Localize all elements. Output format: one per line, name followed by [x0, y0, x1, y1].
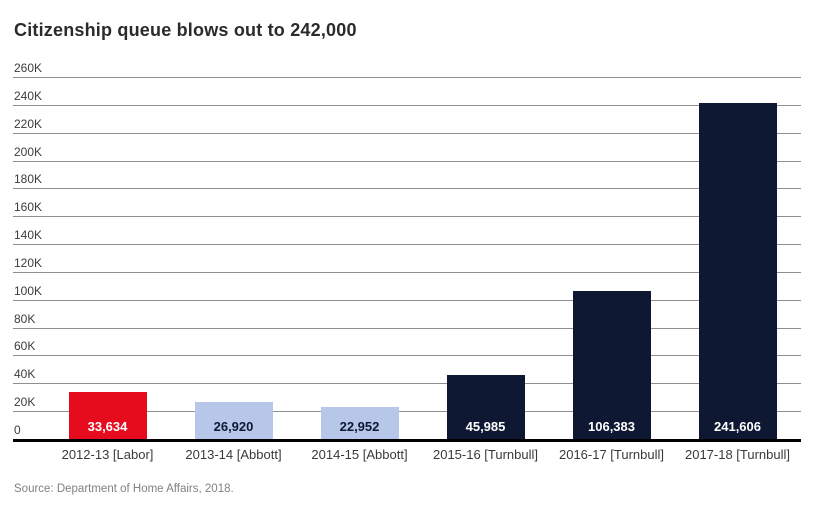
source-note: Source: Department of Home Affairs, 2018.: [14, 483, 234, 495]
y-axis-tick-label: 260K: [14, 61, 43, 75]
bar-value-label: 22,952: [339, 419, 380, 434]
bar: [321, 407, 399, 439]
x-axis-category-label: 2016-17 [Turnbull]: [558, 447, 665, 462]
bar-value-label: 26,920: [213, 419, 254, 434]
gridline: [13, 216, 801, 217]
y-axis-tick-label: 220K: [14, 116, 43, 131]
x-axis-category-label: 2014-15 [Abbott]: [311, 447, 408, 462]
bar: [447, 375, 525, 439]
y-axis-tick-label: 60K: [14, 339, 36, 354]
x-axis-line: [13, 439, 801, 442]
y-axis-tick-label: 80K: [14, 311, 36, 326]
gridline: [13, 77, 801, 78]
y-axis-tick-label: 120K: [14, 255, 43, 270]
bar-value-label: 106,383: [588, 419, 635, 434]
y-axis-tick-label: 140K: [14, 228, 43, 243]
x-axis-category-label: 2013-14 [Abbott]: [185, 447, 282, 462]
bar-value-label: 241,606: [714, 419, 761, 434]
y-axis-tick-label: 0: [14, 423, 21, 437]
y-axis-tick-label: 160K: [14, 200, 43, 215]
gridline: [13, 300, 801, 301]
gridline: [13, 383, 801, 384]
gridline: [13, 133, 801, 134]
y-axis-tick-label: 20K: [14, 395, 36, 410]
gridline: [13, 244, 801, 245]
x-axis-category-label: 2017-18 [Turnbull]: [684, 447, 791, 462]
bar: [699, 103, 777, 439]
x-axis-category-label: 2015-16 [Turnbull]: [432, 447, 539, 462]
bar-value-label: 45,985: [465, 419, 506, 434]
y-axis-tick-label: 40K: [14, 367, 36, 382]
x-axis-category-label: 2012-13 [Labor]: [61, 447, 154, 462]
bar: [573, 291, 651, 439]
bar: [69, 392, 147, 439]
y-axis-tick-label: 100K: [14, 283, 43, 298]
y-axis-tick-label: 180K: [14, 172, 43, 187]
gridline: [13, 355, 801, 356]
gridline: [13, 161, 801, 162]
gridline: [13, 328, 801, 329]
gridline: [13, 105, 801, 106]
chart-title: Citizenship queue blows out to 242,000: [14, 20, 357, 40]
gridline: [13, 272, 801, 273]
y-axis-tick-label: 200K: [14, 144, 43, 159]
bar-value-label: 33,634: [87, 419, 128, 434]
gridline: [13, 188, 801, 189]
y-axis-tick-label: 240K: [14, 88, 43, 103]
bar: [195, 402, 273, 439]
